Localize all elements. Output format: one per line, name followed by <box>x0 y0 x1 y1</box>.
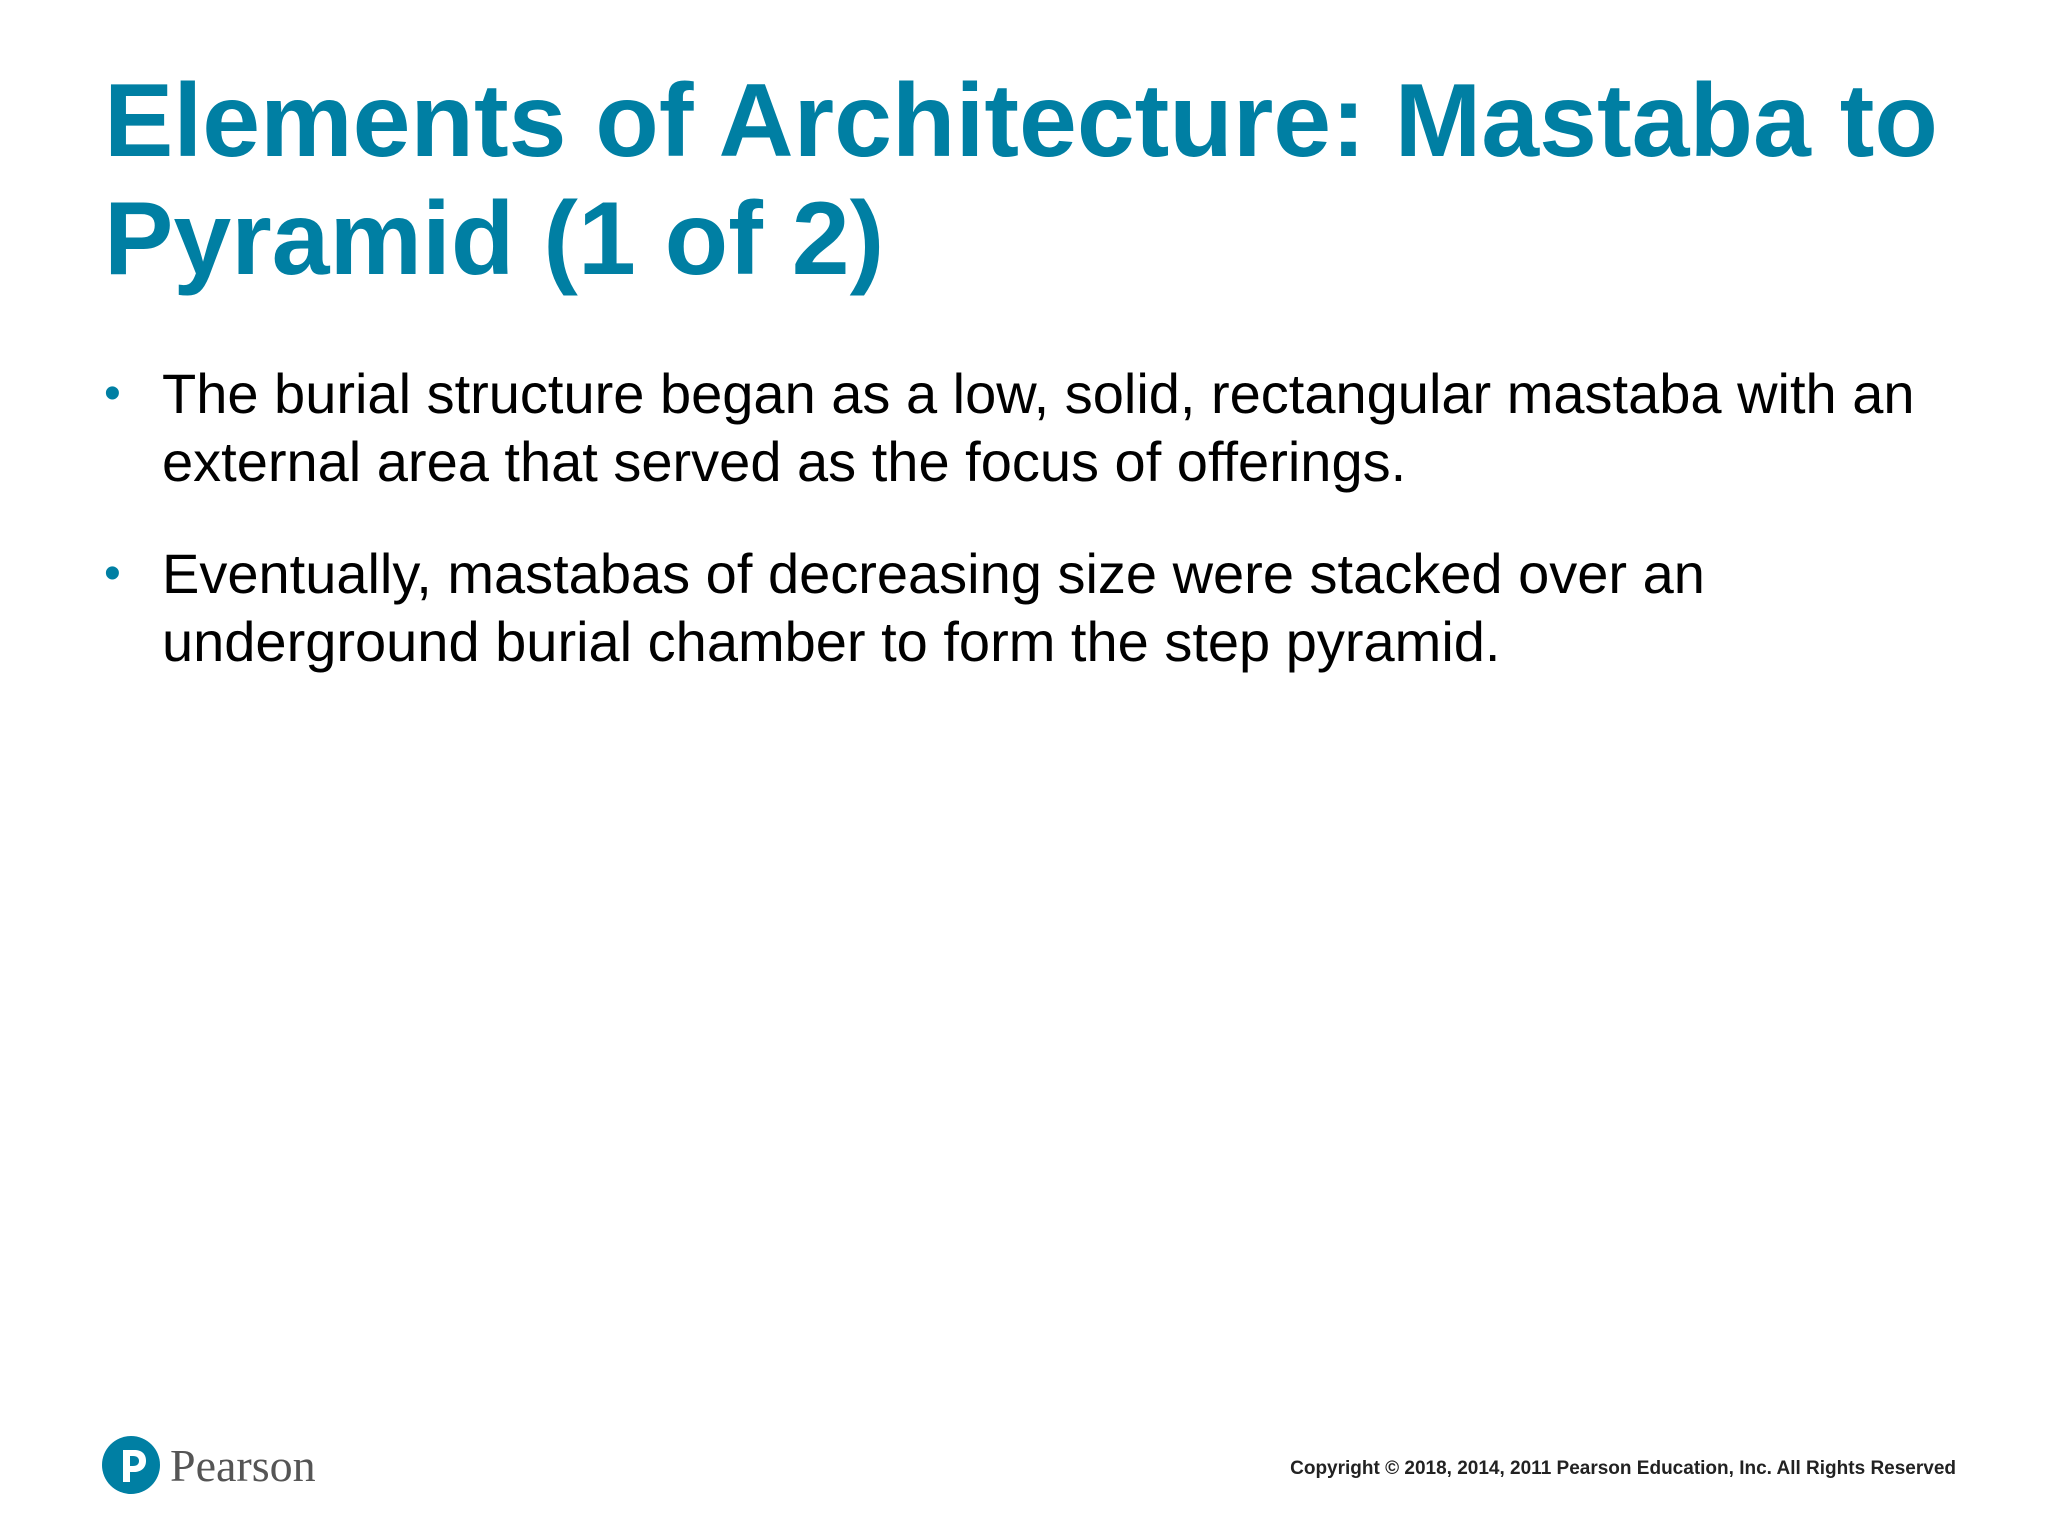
bullet-dot-icon: • <box>104 547 121 600</box>
bullet-dot-icon: • <box>104 367 121 420</box>
pearson-logo <box>102 1436 316 1494</box>
bullet-item <box>104 360 1984 496</box>
pearson-wordmark: Pearson <box>170 1439 316 1491</box>
bullet-list <box>104 360 1984 720</box>
bullet-item <box>104 540 1984 676</box>
bullet-text: Eventually, mastabas of decreasing size were stacked over an underground burial chamber to form the step pyramid. <box>162 542 1705 673</box>
bullet-text: The burial structure began as a low, solid, rectangular mastaba with an external area that served as the focus of offerings. <box>162 362 1915 493</box>
pearson-p-icon <box>102 1436 160 1494</box>
copyright-notice: Copyright © 2018, 2014, 2011 Pearson Education, Inc. All Rights Reserved <box>1290 1458 1956 1479</box>
slide-title: Elements of Architecture: Mastaba to Pyramid (1 of 2) <box>104 63 1938 297</box>
